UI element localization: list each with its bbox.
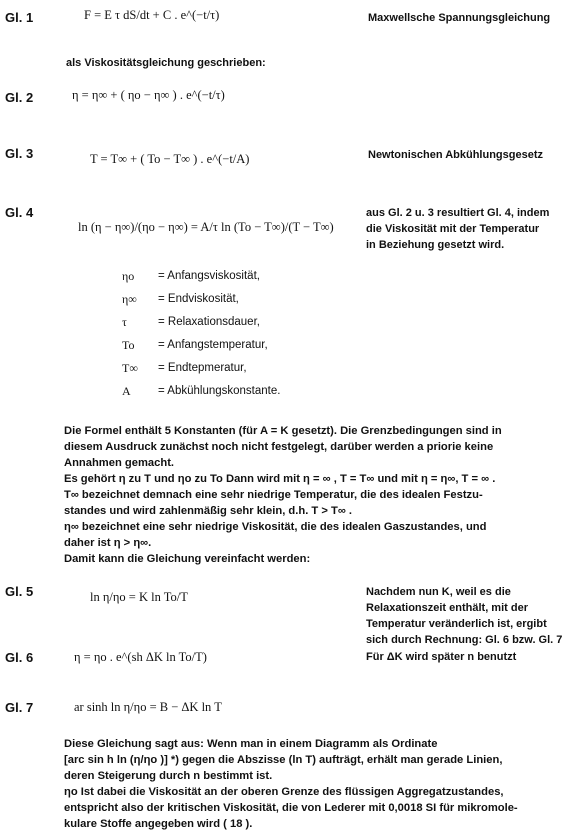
- paragraph-constants: [64, 423, 502, 567]
- note-gl6: Für ΔK wird später n benutzt: [366, 651, 517, 663]
- label-gl1: Gl. 1: [5, 10, 34, 25]
- equation-gl6: η = ηo . e^(sh ΔK ln To/T): [74, 650, 207, 664]
- note-gl4: [366, 205, 549, 253]
- paragraph-line: T∞ bezeichnet demnach eine sehr niedrige Temperatur, die des idealen Festzu-: [64, 489, 483, 501]
- definition-symbol: T∞: [122, 361, 138, 375]
- definition-row: [122, 311, 280, 334]
- definition-text: = Endviskosität,: [158, 293, 239, 305]
- equation-gl2: η = η∞ + ( ηo − η∞ ) . e^(−t/τ): [72, 88, 225, 102]
- equation-gl7: ar sinh ln η/ηo = B − ΔK ln T: [74, 700, 222, 714]
- definition-symbol: τ: [122, 315, 127, 329]
- equation-gl1: F = E τ dS/dt + C . e^(−t/τ): [84, 8, 220, 22]
- definition-symbol: η∞: [122, 292, 137, 306]
- paragraph-line: Es gehört η zu T und ηo zu To Dann wird mit η = ∞ , T = T∞ und mit η = η∞, T = ∞ .: [64, 473, 496, 485]
- definitions-list: [122, 265, 280, 403]
- definition-row: [122, 380, 280, 403]
- label-gl4: Gl. 4: [5, 205, 34, 220]
- paragraph-line: Damit kann die Gleichung vereinfacht werden:: [64, 553, 311, 565]
- note-gl5-line: Relaxationszeit enthält, mit der: [366, 602, 528, 614]
- paragraph-line: Diese Gleichung sagt aus: Wenn man in einem Diagramm als Ordinate: [64, 738, 438, 750]
- paragraph-line: kulare Stoffe angegeben wird ( 18 ).: [64, 818, 253, 830]
- paragraph-line: diesem Ausdruck zunächst noch nicht festgelegt, darüber werden a priorie keine: [64, 441, 494, 453]
- label-gl3: Gl. 3: [5, 146, 34, 161]
- paragraph-line: ηo Ist dabei die Viskosität an der oberen Grenze des flüssigen Aggregatzustandes,: [64, 786, 504, 798]
- paragraph-line: Die Formel enthält 5 Konstanten (für A = K gesetzt). Die Grenzbedingungen sind in: [64, 425, 502, 437]
- label-gl2: Gl. 2: [5, 90, 34, 105]
- paragraph-line: [arc sin h ln (η/ηo )] *) gegen die Abszisse (ln T) aufträgt, erhält man gerade Linien,: [64, 754, 503, 766]
- label-gl7: Gl. 7: [5, 700, 34, 715]
- definition-row: [122, 357, 280, 380]
- paragraph-line: entspricht also der kritischen Viskosität, die von Lederer mit 0,0018 SI für mikromole-: [64, 802, 518, 814]
- note-gl5-line: Temperatur veränderlich ist, ergibt: [366, 618, 547, 630]
- definition-symbol: To: [122, 338, 135, 352]
- note-gl5: [366, 584, 562, 648]
- note-gl5-line: sich durch Rechnung: Gl. 6 bzw. Gl. 7: [366, 634, 563, 646]
- label-gl6: Gl. 6: [5, 650, 34, 665]
- definition-text: = Anfangstemperatur,: [158, 339, 268, 351]
- label-gl5: Gl. 5: [5, 584, 34, 599]
- equation-gl3: T = T∞ + ( To − T∞ ) . e^(−t/A): [90, 152, 250, 166]
- definition-text: = Abkühlungskonstante.: [158, 385, 281, 397]
- note-gl4-line: die Viskosität mit der Temperatur: [366, 223, 540, 235]
- note-gl3: Newtonischen Abkühlungsgesetz: [368, 149, 544, 161]
- paragraph-line: deren Steigerung durch n bestimmt ist.: [64, 770, 273, 782]
- definition-row: [122, 334, 280, 357]
- paragraph-line: Annahmen gemacht.: [64, 457, 175, 469]
- note-viskositaet: als Viskositätsgleichung geschrieben:: [66, 57, 266, 69]
- definition-text: = Anfangsviskosität,: [158, 270, 260, 282]
- definition-row: [122, 265, 280, 288]
- definition-text: = Relaxationsdauer,: [158, 316, 260, 328]
- definition-symbol: A: [122, 384, 131, 398]
- paragraph-line: daher ist η > η∞.: [64, 537, 152, 549]
- equation-gl5: ln η/ηo = K ln To/T: [90, 590, 188, 604]
- paragraph-diagram: [64, 736, 518, 832]
- paragraph-line: standes und wird zahlenmäßig sehr klein, d.h. T > T∞ .: [64, 505, 353, 517]
- equation-gl4: ln (η − η∞)/(ηo − η∞) = A/τ ln (To − T∞)/(T − T∞): [78, 220, 334, 234]
- definition-symbol: ηo: [122, 269, 135, 283]
- definition-row: [122, 288, 280, 311]
- note-gl4-line: aus Gl. 2 u. 3 resultiert Gl. 4, indem: [366, 207, 550, 219]
- note-gl1: Maxwellsche Spannungsgleichung: [368, 12, 551, 24]
- paragraph-line: η∞ bezeichnet eine sehr niedrige Viskosität, die des idealen Gaszustandes, und: [64, 521, 487, 533]
- definition-text: = Endtepmeratur,: [158, 362, 247, 374]
- note-gl5-line: Nachdem nun K, weil es die: [366, 586, 511, 598]
- note-gl4-line: in Beziehung gesetzt wird.: [366, 239, 505, 251]
